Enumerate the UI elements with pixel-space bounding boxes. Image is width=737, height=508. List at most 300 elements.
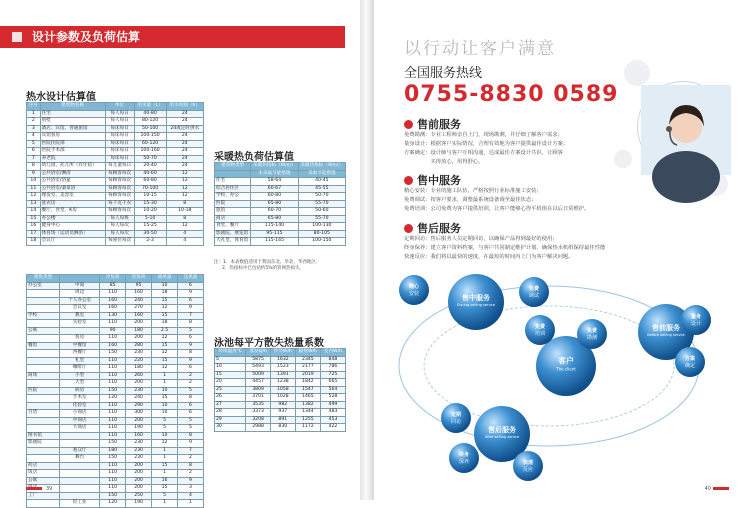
table-row [27,342,204,350]
table-cell: 830 [270,424,295,432]
table-cell: 499 [320,401,345,409]
table-cell: 1 [152,470,178,478]
table-cell: 9 [178,342,204,350]
table-cell: 9 [178,305,204,313]
table-cell: 564 [320,386,345,394]
table-cell: 40-80 [134,110,166,118]
table-cell: 餐厅、食堂、K房 [40,208,105,216]
table-cell [27,320,60,328]
table-cell: 15 [152,357,178,365]
table-cell: 260 [126,372,152,380]
table-row [215,371,346,379]
table-cell: 150 [100,387,126,395]
table-row [27,387,204,395]
satellite-sphere-label: 保养 [458,459,470,466]
table-cell: 12 [166,185,203,193]
bullet-icon [404,120,413,129]
satellite-sphere-label: 量身 [690,314,702,321]
in-sale-line: 精心安装：专业的施工队伍，严格按照行业标准施工安装； [404,188,542,194]
table-cell: 1 [152,447,178,455]
table-cell: 宾馆客房 [40,133,105,141]
table-cell: 咖啡厅 [60,365,100,373]
table-header-cell: 室内W/h [320,349,345,357]
table-cell: 110 [100,290,126,298]
hub-sphere-sphere [448,274,504,330]
table-cell [60,485,100,493]
table-cell: 药店 [27,462,60,470]
pre-sale-line: 买得放心，用得舒心。 [404,159,484,165]
table-cell: 786 [320,364,345,372]
heating-table [214,162,346,246]
table-cell: 200 [126,320,152,328]
table-cell: 60-67 [251,185,298,193]
table-cell: 5 [178,327,204,335]
table-cell: 150 [100,350,126,358]
table-cell: 120 [100,395,126,403]
table-cell: 90 [100,327,126,335]
table-cell [27,335,60,343]
table-cell: 26 [215,394,246,402]
table-cell: 8 [178,432,204,440]
table-cell: 28 [215,409,246,417]
table-row [27,297,204,305]
table-row [27,125,204,133]
pre-sale-line: 量身设计：根据客户实际情况，合理有效地为客户提供最佳设计方案； [404,141,569,147]
table-cell: 24 [166,133,203,141]
table-cell [60,327,100,335]
table-cell: 15-25 [134,223,166,231]
table-row [27,372,204,380]
satellite-sphere [519,277,549,307]
satellite-sphere-label: 回访 [450,419,462,426]
table-cell: 18 [152,320,178,328]
table-cell: 周边 [60,290,100,298]
center-sphere-label: The client [556,366,576,372]
table-cell: 14 [27,208,41,216]
table-row [215,208,346,216]
page-number: 40 [704,486,711,492]
table-cell: 65-80 [251,200,298,208]
table-cell: 体育场（运动员淋浴） [40,230,105,238]
table-cell: 110 [100,365,126,373]
table-cell: 110 [100,485,126,493]
table-cell: 2177 [295,364,320,372]
table-cell: 5 [178,387,204,395]
table-cell: 60-80 [134,178,166,186]
table-row [27,185,204,193]
table-cell: 20-40 [134,163,166,171]
table-cell: 2345 [295,356,320,364]
in-sale-heading [404,172,461,188]
center-sphere-label: 客户 [558,356,574,366]
table-cell: 17 [27,230,41,238]
table-row [27,500,204,508]
table-cell: 住宅 [215,178,251,186]
table-row [27,365,204,373]
table-cell: 每床每日 [105,133,134,141]
table-cell: 6 [178,335,204,343]
table-cell: 15-30 [134,200,166,208]
table-cell: 3 [178,485,204,493]
table-row [27,238,204,246]
table-cell: 160 [126,432,152,440]
table-cell: 230 [126,440,152,448]
after-sale-heading-label: 售后服务 [417,222,461,235]
table-cell: 1172 [295,424,320,432]
table-cell: 医院手术部 [40,148,105,156]
satellite-sphere-label: 设计 [690,321,702,328]
table-cell: 每顾客每次 [105,208,134,216]
table-cell: 15 [152,485,178,493]
table-cell: 85 [100,282,126,290]
table-subheader-cell: 采取节能措施 [298,170,345,178]
table-cell: 7 [178,312,204,320]
table-row [27,380,204,388]
table-cell: 110 [100,470,126,478]
table-cell: 5 [178,425,204,433]
table-row [27,350,204,358]
satellite-sphere-label: 定期 [450,412,462,419]
slogan: 以行动让客户满意 [404,39,556,59]
table-cell: 8 [178,320,204,328]
table-cell: 1344 [295,409,320,417]
table-header-cell: 采暖热指标（W/㎡） [251,163,298,171]
table-cell: 2.5 [152,327,178,335]
table-cell: 200 [126,462,152,470]
table-cell: 453 [320,416,345,424]
table-row [27,335,204,343]
table-cell: 每儿童每日 [105,163,134,171]
hub-sphere [448,274,504,330]
satellite-sphere-label: 调试 [528,293,540,300]
table-cell: 60-120 [134,140,166,148]
table-cell: 25 [215,386,246,394]
table-header-cell: 用水量（L） [134,103,166,111]
table-cell: 891 [270,416,295,424]
table-row [27,230,204,238]
table-row [215,185,346,193]
table-cell: 商场 [27,372,60,380]
table-cell: 11 [27,185,41,193]
table-cell: 8 [166,215,203,223]
table-cell: 1255 [295,416,320,424]
table-cell: 95-115 [251,230,298,238]
table-cell: 3701 [246,394,270,402]
table-cell: 160 [100,305,126,313]
table-cell: 6 [178,282,204,290]
table-cell: 12 [166,193,203,201]
table-row [27,110,204,118]
table-cell: 10 [152,410,178,418]
table-row [27,133,204,141]
table-cell: 160 [126,312,152,320]
table-cell: 每床每日 [105,148,134,156]
table-header-cell: 序号 [27,103,41,111]
table-cell: 养老院 [40,155,105,163]
table-cell: 客房 [60,335,100,343]
table-row [215,394,346,402]
hot-water-title: 热水设计估算值 [26,92,96,103]
table-cell: 影剧院 [27,440,60,448]
table-cell: 665 [320,379,345,387]
table-cell: 15 [152,395,178,403]
satellite-sphere-label: 确定 [684,363,696,370]
table-row [27,447,204,455]
table-cell: 12 [152,335,178,343]
table-cell: 24 [166,163,203,171]
table-cell: 大礼堂、体育馆 [215,238,251,246]
table-cell: 轻工业 [60,500,100,508]
table-cell: 办公室 [27,282,60,290]
table-row [27,470,204,478]
table-cell: 个人办公室 [60,297,100,305]
table-cell: 12 [152,305,178,313]
table-cell: 18 [152,290,178,298]
table-cell: 12 [166,170,203,178]
satellite-sphere-label: 勘测 [586,335,598,342]
table-cell: 40-60 [134,170,166,178]
table-cell: 别墅 [40,118,105,126]
table-cell: 10-20 [134,208,166,216]
table-cell: 13 [27,200,41,208]
table-cell: 80-120 [134,118,166,126]
table-cell [27,417,60,425]
table-cell: 4 [166,230,203,238]
table-cell: 6 [178,297,204,305]
table-cell: 30-50 [134,230,166,238]
table-cell: 80-105 [298,230,345,238]
table-cell: 110 [100,432,126,440]
table-row [27,440,204,448]
satellite-sphere-label: 反应 [522,467,534,474]
table-cell [60,477,100,485]
table-cell: 9 [178,477,204,485]
table-cell: 6 [178,410,204,418]
table-cell: 15 [152,462,178,470]
page-number-bar [713,487,729,490]
table-cell [27,425,60,433]
table-cell [27,290,60,298]
table-row [215,424,346,432]
table-cell: 6 [178,402,204,410]
table-cell: 会议室 [60,305,100,313]
table-cell: 100-150 [134,133,166,141]
heating-title: 采暖热负荷估算值 [214,152,294,163]
table-cell: 24 [166,110,203,118]
table-row [27,148,204,156]
table-cell [60,462,100,470]
hub-sphere-label: Before selling servce [647,333,685,337]
satellite-sphere [525,315,555,345]
table-header-cell: 用水时间（h） [166,103,203,111]
table-cell: 1 [152,455,178,463]
table-cell: 食堂、餐厅 [215,223,251,231]
customer-service-photo [638,82,728,172]
table-cell: 1 [152,380,178,388]
pre-sale-line: 方案确定：设计師与客户互相沟通，达成最佳方案设计共识，让顾客 [404,150,563,156]
table-cell: 学校 [27,312,60,320]
table-cell [60,492,100,500]
table-cell: 小型 [60,372,100,380]
table-cell: 280 [126,342,152,350]
table-cell: 110 [100,402,126,410]
table-row [27,320,204,328]
table-header-cell: 冷负荷 [100,275,126,283]
table-cell: 240 [126,297,152,305]
table-cell: 每座位每次 [105,238,134,246]
table-cell: 20 [215,379,246,387]
table-cell: 2019 [295,371,320,379]
satellite-sphere [681,305,711,335]
heating-note-1: 注：1．本表数值适用于我国东北、华北、华西地区； [214,260,321,265]
table-cell: 1028 [270,394,295,402]
table-cell: 中间 [60,282,100,290]
table-cell: 100-130 [298,223,345,231]
table-cell: 4 [178,492,204,500]
table-cell: 58-64 [251,178,298,186]
table-cell: 1842 [295,379,320,387]
pre-sale-line: 免费勘测：专业工程师亲自上门，现场勘测，并仔细了解客户需求； [404,132,563,138]
table-cell: 24 [166,155,203,163]
table-cell: 10 [152,282,178,290]
table-cell: 影剧院、展览馆 [215,230,251,238]
table-row [27,492,204,500]
book-spine [360,0,374,500]
table-row [27,312,204,320]
table-cell: 5-10 [134,215,166,223]
table-cell: 29 [215,416,246,424]
table-row [27,193,204,201]
table-cell: 110 [100,417,126,425]
table-row [27,290,204,298]
satellite-sphere-label: 免费 [528,286,540,293]
table-row [215,178,346,186]
table-cell [27,380,60,388]
table-cell: 5493 [246,364,270,372]
table-cell: 5 [27,140,41,148]
table-cell: 10 [152,387,178,395]
table-cell: 公寓 [27,327,60,335]
table-cell: 6 [27,148,41,156]
table-cell: 综合居住区 [215,185,251,193]
table-cell: 10 [215,364,246,372]
table-cell: 200 [126,380,152,388]
table-cell [27,455,60,463]
table-cell: 5 [152,425,178,433]
table-header-cell: 建筑物名称 [40,103,105,111]
table-cell: 937 [270,409,295,417]
table-header-cell: 采暖热指标（W/㎡） [298,163,345,171]
table-cell: 5875 [246,356,270,364]
table-cell: 982 [270,401,295,409]
table-cell: 9 [178,440,204,448]
table-cell: 10 [152,402,178,410]
table-cell: 医院 [215,200,251,208]
agent-headset-icon [641,85,731,175]
table-cell: 4 [166,238,203,246]
table-row [215,238,346,246]
table-cell: 会议厅 [40,238,105,246]
table-row [215,379,346,387]
table-cell [27,447,60,455]
satellite-sphere [441,403,471,433]
table-cell: 3 [27,125,41,133]
table-cell [27,500,60,508]
table-cell: 16 [27,223,41,231]
table-cell: 12 [27,193,41,201]
table-cell: 55-70 [298,215,345,223]
table-cell: 848 [320,356,345,364]
table-cell: 100-160 [134,148,166,156]
table-cell: 24 [166,118,203,126]
table-row [215,200,346,208]
table-row [215,356,346,364]
table-cell: 公寓 [27,477,60,485]
table-cell: 160 [100,297,126,305]
table-row [27,215,204,223]
table-cell: 12 [152,350,178,358]
table-cell: 8 [178,350,204,358]
table-row [27,305,204,313]
table-cell: 15 [215,371,246,379]
table-cell: 10-18 [166,208,203,216]
table-cell: 化验室 [60,402,100,410]
table-cell: 70-100 [134,185,166,193]
bullet-icon [404,176,413,185]
table-cell: 1391 [270,371,295,379]
table-cell [27,297,60,305]
table-cell: 40-45 [298,178,345,186]
table-row [215,401,346,409]
table-row [27,417,204,425]
table-cell: 1 [152,372,178,380]
table-cell: 2 [178,380,204,388]
table-cell: 每人每次 [105,223,134,231]
table-row [27,402,204,410]
table-cell: 200 [126,477,152,485]
table-cell: 200 [126,470,152,478]
table-cell: 实验室 [60,320,100,328]
table-header-cell: 送风量 [178,275,204,283]
table-cell: 220 [126,357,152,365]
table-cell: 200 [126,417,152,425]
table-cell: 27 [215,401,246,409]
table-row [215,223,346,231]
table-cell: 1523 [270,364,295,372]
table-cell: 24 [166,148,203,156]
table-cell: 西餐厅 [60,350,100,358]
table-cell: 图书馆 [27,432,60,440]
table-row [27,425,204,433]
table-cell: 小商店 [60,410,100,418]
table-cell [60,432,100,440]
pool-title: 泳池每平方散失热量系数 [214,338,324,349]
table-cell [27,395,60,403]
table-cell: 1 [27,110,41,118]
table-cell: 200 [126,485,152,493]
hub-sphere-label: 售中服务 [462,293,490,302]
table-row [215,364,346,372]
table-cell: 50-70 [298,193,345,201]
table-cell: 50-70 [134,155,166,163]
table-cell: 50-100 [134,125,166,133]
table-cell: 10 [152,432,178,440]
table-cell: 150 [100,440,126,448]
table-cell: 150 [100,492,126,500]
table-header-cell: 热负荷 [126,275,152,283]
table-cell [60,470,100,478]
table-cell: 95 [126,282,152,290]
